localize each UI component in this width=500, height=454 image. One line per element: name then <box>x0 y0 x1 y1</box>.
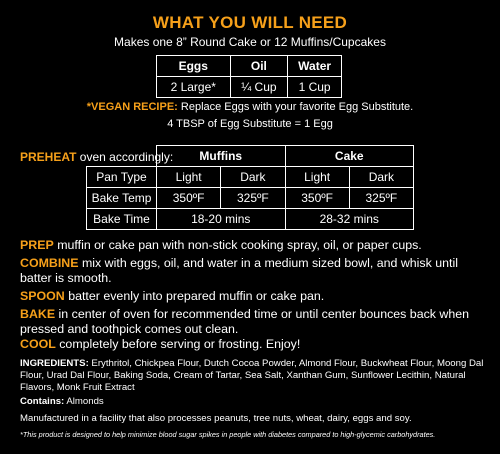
ingredients-list <box>20 358 484 394</box>
contains-text: Almonds <box>64 396 104 407</box>
step-cool <box>20 337 484 352</box>
table-row <box>87 167 414 188</box>
step-combine <box>20 256 484 286</box>
step-text: muffin or cake pan with non-stick cooking spray, oil, or paper cups. <box>53 238 422 252</box>
table-cell: 325ºF <box>349 188 413 209</box>
table-cell: 350ºF <box>157 188 221 209</box>
step-keyword: SPOON <box>20 289 65 303</box>
step-prep <box>20 238 484 253</box>
egg-substitute-ratio: 4 TBSP of Egg Substitute = 1 Egg <box>167 118 333 130</box>
group-header-muffins: Muffins <box>157 146 286 167</box>
step-bake <box>20 307 484 337</box>
table-cell-water: 1 Cup <box>288 77 342 98</box>
table-row <box>87 188 414 209</box>
yield-subtitle: Makes one 8” Round Cake or 12 Muffins/Cupcakes <box>114 35 386 49</box>
vegan-text: Replace Eggs with your favorite Egg Substitute. <box>177 101 414 113</box>
contains-allergens <box>20 396 484 407</box>
bake-table <box>86 145 414 230</box>
table-cell: 325ºF <box>221 188 285 209</box>
table-cell: 350ºF <box>285 188 349 209</box>
row-label: Bake Time <box>87 209 157 230</box>
row-label: Pan Type <box>87 167 157 188</box>
table-cell: Dark <box>221 167 285 188</box>
step-spoon <box>20 289 484 304</box>
vegan-note <box>0 101 500 113</box>
table-cell: Light <box>157 167 221 188</box>
disclaimer: *This product is designed to help minimize blood sugar spikes in people with diabetes compared to high-glycemic carbohydrates. <box>20 430 436 439</box>
preheat-keyword: PREHEAT <box>20 150 77 164</box>
table-header-water: Water <box>288 56 342 77</box>
table-row <box>87 209 414 230</box>
table-corner <box>87 146 157 167</box>
group-header-cake: Cake <box>285 146 414 167</box>
table-cell: Light <box>285 167 349 188</box>
step-keyword: COMBINE <box>20 256 79 270</box>
table-cell: Dark <box>349 167 413 188</box>
step-text: batter evenly into prepared muffin or cake pan. <box>64 289 325 303</box>
table-cell-eggs: 2 Large* <box>157 77 231 98</box>
ingredients-text: Erythritol, Chickpea Flour, Dutch Cocoa Powder, Almond Flour, Buckwheat Flour, Moong Dal Flour, Urad Dal Flour, Baking Soda, Cream of Tartar, Sea Salt, Xanthan Gum, Sunflower Lecithin, Natural Flavors, Monk Fruit Extract <box>20 358 484 393</box>
row-label: Bake Temp <box>87 188 157 209</box>
table-cell-oil: ¼ Cup <box>230 77 288 98</box>
table-cell: 18-20 mins <box>157 209 286 230</box>
facility-note: Manufactured in a facility that also processes peanuts, tree nuts, wheat, dairy, eggs and soy. <box>20 413 412 424</box>
vegan-label: *VEGAN RECIPE: <box>86 101 178 113</box>
ingredients-needed-table <box>156 55 342 98</box>
table-header-eggs: Eggs <box>157 56 231 77</box>
step-keyword: PREP <box>20 238 54 252</box>
preheat-text: oven accordingly: <box>76 150 174 164</box>
contains-label: Contains: <box>20 396 65 407</box>
page-title: WHAT YOU WILL NEED <box>152 13 348 32</box>
ingredients-label: INGREDIENTS: <box>20 358 89 369</box>
table-header-oil: Oil <box>230 56 288 77</box>
step-text: completely before serving or frosting. Enjoy! <box>55 337 301 351</box>
step-keyword: BAKE <box>20 307 56 321</box>
table-cell: 28-32 mins <box>285 209 414 230</box>
step-text: mix with eggs, oil, and water in a medium sized bowl, and whisk until batter is smooth. <box>20 256 458 285</box>
step-keyword: COOL <box>20 337 56 351</box>
step-text: in center of oven for recommended time or until center bounces back when pressed and toothpick comes out clean. <box>20 307 470 336</box>
